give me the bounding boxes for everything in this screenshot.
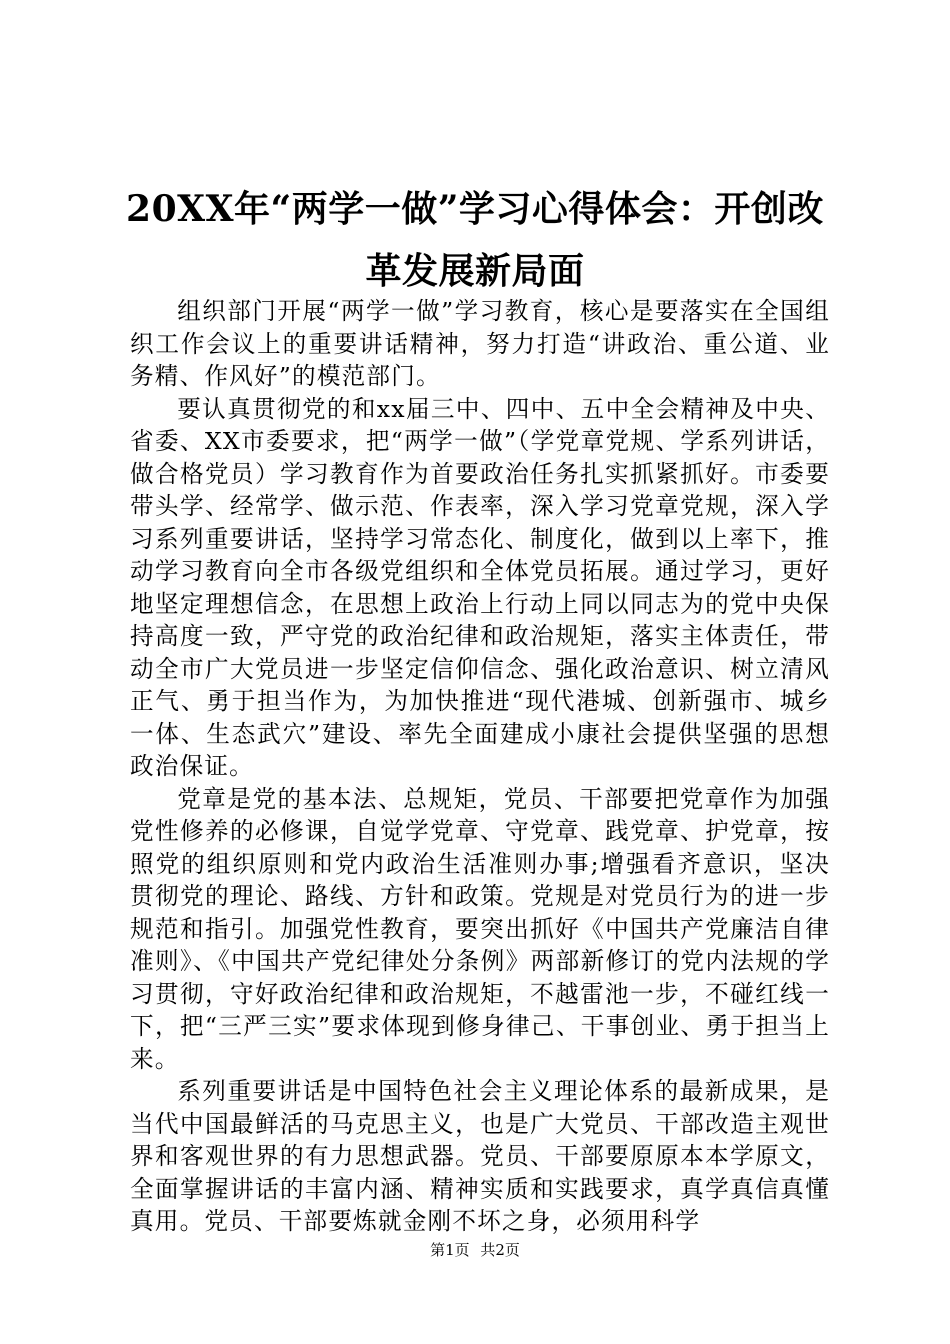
page-number: 第1页 (430, 1241, 470, 1259)
document-title (110, 178, 840, 302)
title-line-1: 20XX年“两学一做”学习心得体会：开创改 (126, 188, 824, 230)
page-footer (0, 1240, 950, 1260)
paragraph: 党章是党的基本法、总规矩，党员、干部要把党章作为加强党性修养的必修课，自觉学党章、守党章、践党章、护党章，按照党的组织原则和党内政治生活准则办事;增强看齐意识，坚决贯彻党的理论、路线、方针和政策。党规是对党员行为的进一步规范和指引。加强党性教育，要突出抓好《中国共产党廉洁自律准则》、《中国共产党纪律处分条例》两部新修订的党内法规的学习贯彻，守好政治纪律和政治规矩，不越雷池一步，不碰红线一下，把“三严三实”要求体现到修身律己、干事创业、勇于担当上来。 (130, 784, 830, 1073)
paragraph: 组织部门开展“两学一做”学习教育，核心是要落实在全国组织工作会议上的重要讲话精神，努力打造“讲政治、重公道、业务精、作风好”的模范部门。 (130, 297, 830, 390)
paragraph: 系列重要讲话是中国特色社会主义理论体系的最新成果，是当代中国最鲜活的马克思主义，也是广大党员、干部改造主观世界和客观世界的有力思想武器。党员、干部要原原本本学原文，全面掌握讲话的丰富内涵、精神实质和实践要求，真学真信真懂真用。党员、干部要炼就金刚不坏之身，必须用科学 (130, 1077, 830, 1235)
paragraph: 要认真贯彻党的和xx届三中、四中、五中全会精神及中央、省委、XX市委要求，把“两学一做”（学党章党规、学系列讲话，做合格党员）学习教育作为首要政治任务扎实抓紧抓好。市委要带头学、经常学、做示范、作表率，深入学习党章党规，深入学习系列重要讲话，坚持学习常态化、制度化，做到以上率下，推动学习教育向全市各级党组织和全体党员拓展。通过学习，更好地坚定理想信念，在思想上政治上行动上同以同志为的党中央保持高度一致，严守党的政治纪律和政治规矩，落实主体责任，带动全市广大党员进一步坚定信仰信念、强化政治意识、树立清风正气、勇于担当作为，为加快推进“现代港城、创新强市、城乡一体、生态武穴”建设、率先全面建成小康社会提供坚强的思想政治保证。 (130, 394, 830, 780)
title-line-2: 革发展新局面 (365, 250, 585, 292)
document-body (130, 295, 830, 1238)
page-total: 共2页 (480, 1241, 520, 1259)
